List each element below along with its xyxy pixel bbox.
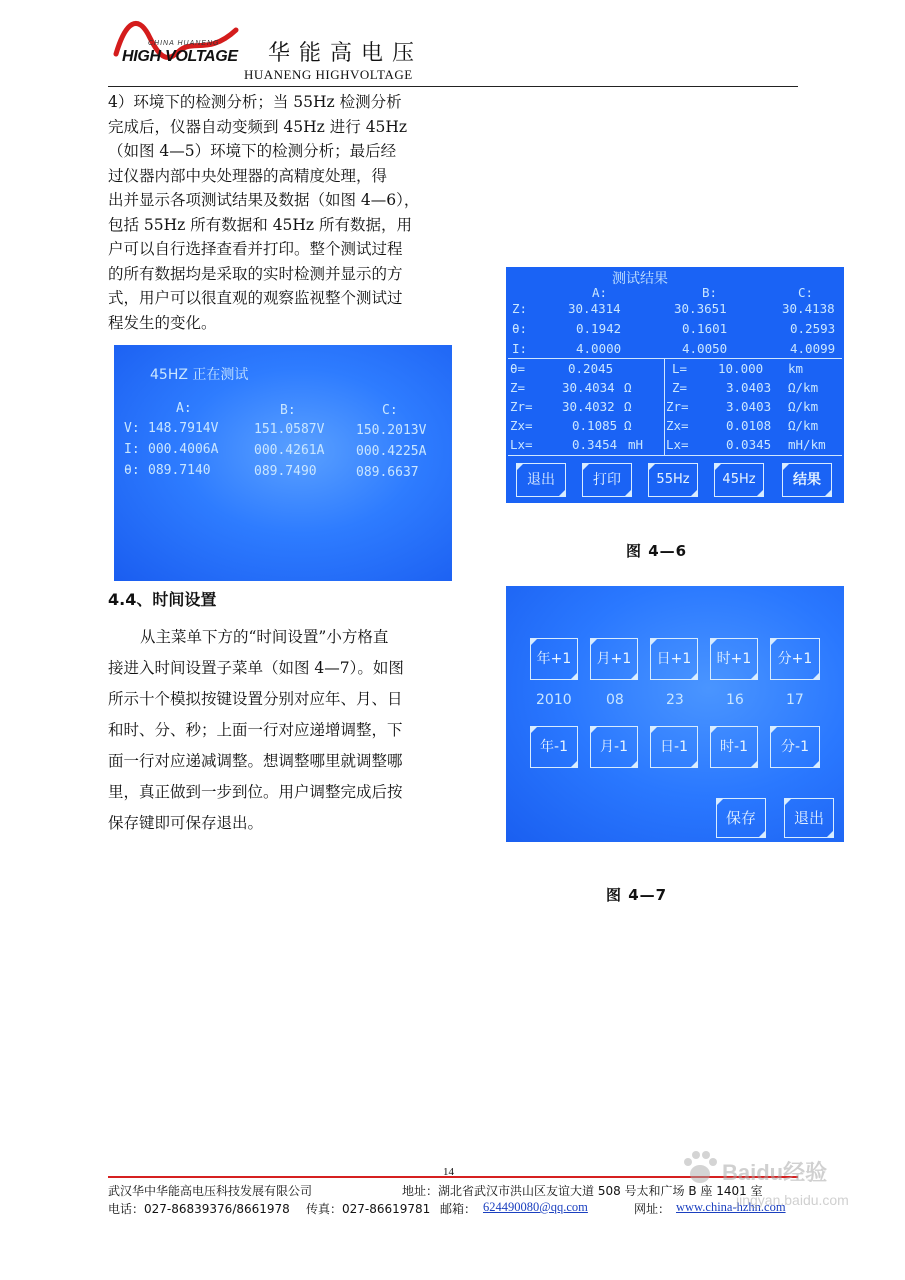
col-header-c: C: bbox=[382, 403, 398, 418]
value-a: 30.4314 bbox=[568, 301, 621, 316]
param-unit: km bbox=[788, 361, 804, 376]
month-minus-button[interactable]: 月-1 bbox=[590, 726, 638, 768]
text-line: 4）环境下的检测分析；当 55Hz 检测分析 bbox=[108, 93, 402, 111]
footer-web-link[interactable]: www.china-hzhn.com bbox=[676, 1200, 786, 1214]
param-unit: Ω bbox=[624, 399, 632, 414]
minute-minus-button[interactable]: 分-1 bbox=[770, 726, 820, 768]
footer-address: 地址：湖北省武汉市洪山区友谊大道 508 号太和广场 B 座 1401 室 bbox=[402, 1184, 763, 1198]
day-plus-button[interactable]: 日+1 bbox=[650, 638, 698, 680]
55hz-button[interactable]: 55Hz bbox=[648, 463, 698, 497]
footer-email-label: 邮箱： bbox=[440, 1202, 477, 1216]
param-unit: Ω bbox=[624, 418, 632, 433]
text-line: （如图 4—5）环境下的检测分析；最后经 bbox=[108, 142, 397, 160]
watermark-brand: Baidu经验 bbox=[722, 1160, 828, 1185]
year-value: 2010 bbox=[536, 692, 572, 708]
footer-fax: 传真：027-86619781 bbox=[306, 1202, 431, 1216]
time-setting-screen bbox=[506, 586, 844, 842]
results-divider-bottom bbox=[508, 455, 842, 456]
param-unit: mH/km bbox=[788, 437, 826, 452]
paw-icon bbox=[680, 1150, 720, 1186]
text-line: 和时、分、秒；上面一行对应递增调整，下 bbox=[108, 721, 403, 739]
value-c: 4.0099 bbox=[790, 341, 836, 356]
exit-button[interactable]: 退出 bbox=[516, 463, 566, 497]
text-line: 从主菜单下方的“时间设置”小方格直 bbox=[140, 628, 389, 646]
text-line: 保存键即可保存退出。 bbox=[108, 814, 264, 832]
value-b: 4.0050 bbox=[682, 341, 728, 356]
header-rule bbox=[108, 86, 798, 87]
param-label: Z= bbox=[672, 380, 688, 395]
year-minus-button[interactable]: 年-1 bbox=[530, 726, 578, 768]
param-value: 3.0403 bbox=[726, 380, 772, 395]
month-plus-button[interactable]: 月+1 bbox=[590, 638, 638, 680]
col-header-c: C: bbox=[798, 285, 814, 300]
text-line: 程发生的变化。 bbox=[108, 313, 217, 332]
param-value: 0.2045 bbox=[568, 361, 614, 376]
param-unit: mH bbox=[628, 437, 644, 452]
row-label: θ: bbox=[124, 463, 140, 478]
text-line: 面一行对应递减调整。想调整哪里就调整哪 bbox=[108, 752, 403, 770]
logo-subtitle: CHINA HUANENG bbox=[148, 40, 220, 47]
value-b: 000.4261A bbox=[254, 443, 325, 458]
day-value: 23 bbox=[666, 692, 684, 708]
col-header-b: B: bbox=[702, 285, 718, 300]
param-label: Zx= bbox=[666, 418, 689, 433]
value-a: 0.1942 bbox=[576, 321, 622, 336]
intro-paragraph bbox=[108, 90, 478, 335]
results-divider-v bbox=[664, 359, 665, 455]
hour-plus-button[interactable]: 时+1 bbox=[710, 638, 758, 680]
footer-email-link[interactable]: 624490080@qq.com bbox=[483, 1200, 588, 1214]
logo-wordmark: HIGH VOLTAGE bbox=[122, 48, 238, 65]
row-label: V: bbox=[124, 421, 140, 436]
time-paragraph bbox=[108, 622, 468, 839]
param-label: Lx= bbox=[510, 437, 533, 452]
text-line: 接进入时间设置子菜单（如图 4—7）。如图 bbox=[108, 659, 404, 677]
param-label: Zr= bbox=[510, 399, 533, 414]
value-a: 000.4006A bbox=[148, 442, 219, 457]
param-label: L= bbox=[672, 361, 688, 376]
param-unit: Ω bbox=[624, 380, 632, 395]
param-label: Z= bbox=[510, 380, 526, 395]
exit-button[interactable]: 退出 bbox=[784, 798, 834, 838]
hour-value: 16 bbox=[726, 692, 744, 708]
param-value: 30.4034 bbox=[562, 380, 615, 395]
value-c: 0.2593 bbox=[790, 321, 836, 336]
year-plus-button[interactable]: 年+1 bbox=[530, 638, 578, 680]
row-label: θ: bbox=[512, 321, 528, 336]
figure-caption-4-6: 图 4—6 bbox=[626, 542, 688, 560]
watermark-url: jingyan.baidu.com bbox=[736, 1192, 849, 1208]
figure-caption-4-7: 图 4—7 bbox=[606, 886, 668, 904]
param-value: 0.0345 bbox=[726, 437, 772, 452]
results-title: 测试结果 bbox=[612, 271, 668, 287]
company-name-cn: 华能高电压 bbox=[268, 41, 424, 66]
param-label: θ= bbox=[510, 361, 526, 376]
value-a: 4.0000 bbox=[576, 341, 622, 356]
minute-value: 17 bbox=[786, 692, 804, 708]
value-b: 30.3651 bbox=[674, 301, 727, 316]
minute-plus-button[interactable]: 分+1 bbox=[770, 638, 820, 680]
param-value: 3.0403 bbox=[726, 399, 772, 414]
param-unit: Ω/km bbox=[788, 380, 819, 395]
text-line: 的所有数据均是采取的实时检测并显示的方 bbox=[108, 264, 403, 283]
param-value: 10.000 bbox=[718, 361, 764, 376]
text-line: 里，真正做到一步到位。用户调整完成后按 bbox=[108, 783, 403, 801]
param-value: 30.4032 bbox=[562, 399, 615, 414]
row-label: I: bbox=[512, 341, 528, 356]
footer-web-label: 网址： bbox=[634, 1202, 671, 1216]
results-screen bbox=[506, 267, 844, 503]
col-header-a: A: bbox=[592, 285, 608, 300]
text-line: 包括 55Hz 所有数据和 45Hz 所有数据，用 bbox=[108, 215, 413, 234]
footer-company: 武汉华中华能高电压科技发展有限公司 bbox=[108, 1184, 313, 1198]
value-c: 089.6637 bbox=[356, 465, 419, 480]
text-line: 户可以自行选择查看并打印。整个测试过程 bbox=[108, 240, 403, 258]
value-c: 30.4138 bbox=[782, 301, 835, 316]
text-line: 所示十个模拟按键设置分别对应年、月、日 bbox=[108, 690, 403, 708]
value-b: 089.7490 bbox=[254, 464, 317, 479]
value-a: 089.7140 bbox=[148, 463, 211, 478]
param-label: Zr= bbox=[666, 399, 689, 414]
section-heading: 4.4、时间设置 bbox=[108, 590, 217, 609]
testing-screen bbox=[114, 345, 452, 581]
45hz-button[interactable]: 45Hz bbox=[714, 463, 764, 497]
company-name-en: HUANENG HIGHVOLTAGE bbox=[244, 67, 413, 82]
value-a: 148.7914V bbox=[148, 421, 219, 436]
watermark bbox=[640, 1150, 870, 1220]
day-minus-button[interactable]: 日-1 bbox=[650, 726, 698, 768]
text-line: 完成后，仪器自动变频到 45Hz 进行 45Hz bbox=[108, 117, 408, 136]
col-header-a: A: bbox=[176, 401, 192, 416]
value-b: 0.1601 bbox=[682, 321, 728, 336]
param-unit: Ω/km bbox=[788, 418, 819, 433]
param-value: 0.0108 bbox=[726, 418, 772, 433]
value-c: 150.2013V bbox=[356, 423, 427, 438]
header bbox=[0, 0, 905, 90]
page-number: 14 bbox=[443, 1166, 454, 1178]
param-unit: Ω/km bbox=[788, 399, 819, 414]
save-button[interactable]: 保存 bbox=[716, 798, 766, 838]
text-line: 式，用户可以很直观的观察监视整个测试过 bbox=[108, 289, 403, 307]
value-b: 151.0587V bbox=[254, 422, 325, 437]
month-value: 08 bbox=[606, 692, 624, 708]
results-divider-h bbox=[508, 358, 842, 359]
print-button[interactable]: 打印 bbox=[582, 463, 632, 497]
col-header-b: B: bbox=[280, 403, 296, 418]
param-value: 0.1085 bbox=[572, 418, 618, 433]
footer-phone: 电话：027-86839376/8661978 bbox=[108, 1202, 290, 1216]
text-line: 过仪器内部中央处理器的高精度处理，得 bbox=[108, 166, 388, 185]
param-label: Lx= bbox=[666, 437, 689, 452]
param-value: 0.3454 bbox=[572, 437, 618, 452]
text-line: 出并显示各项测试结果及数据（如图 4—6）， bbox=[108, 191, 420, 209]
testing-title: 45HZ 正在测试 bbox=[150, 367, 249, 383]
results-button[interactable]: 结果 bbox=[782, 463, 832, 497]
value-c: 000.4225A bbox=[356, 444, 427, 459]
row-label: Z: bbox=[512, 301, 528, 316]
hour-minus-button[interactable]: 时-1 bbox=[710, 726, 758, 768]
param-label: Zx= bbox=[510, 418, 533, 433]
row-label: I: bbox=[124, 442, 140, 457]
